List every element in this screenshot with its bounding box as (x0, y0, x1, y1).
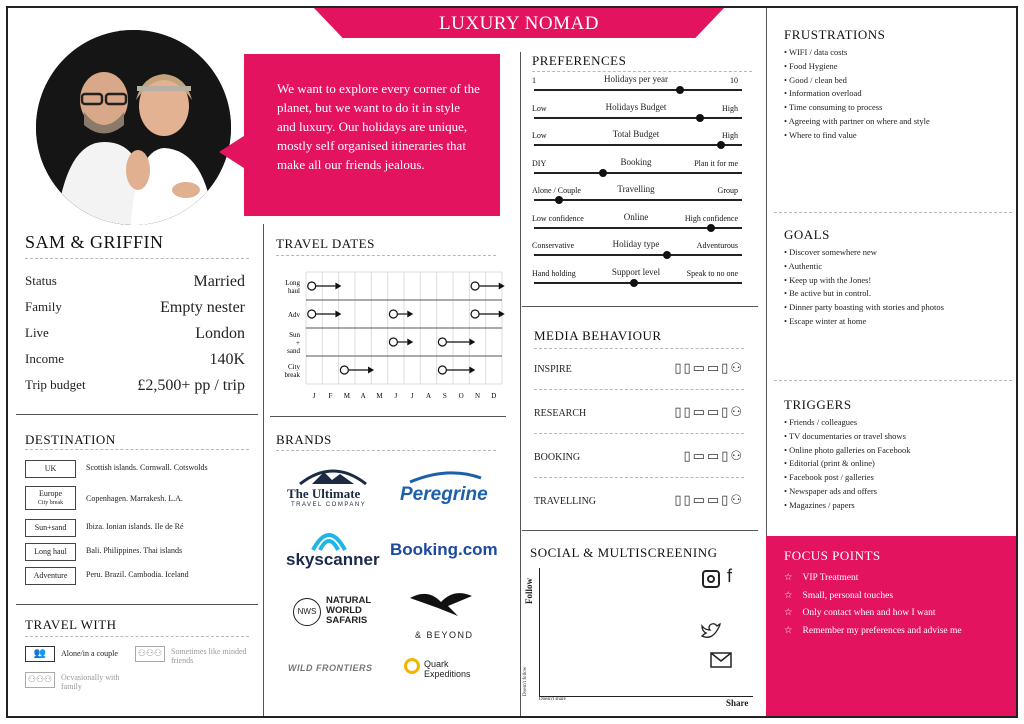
trip-start (438, 338, 446, 346)
pref-slider-track (534, 89, 742, 91)
focus-item (784, 588, 1009, 606)
pref-slider-knob (696, 114, 704, 122)
destination-tag (25, 519, 76, 537)
persona-field (25, 325, 245, 343)
month-label: J (394, 392, 398, 400)
x-axis-low-label: Doesn't share (539, 697, 566, 702)
divider (25, 636, 249, 637)
device-icons: ▯▯▭▭▯⚇ (674, 361, 744, 376)
pref-slider-knob (599, 169, 607, 177)
pref-slider-track (534, 117, 742, 119)
media-title: MEDIA BEHAVIOUR (534, 328, 662, 343)
date-row-label: Sun (289, 331, 300, 339)
family-icon: ⚇⚇⚇ (25, 672, 55, 688)
persona-field-value: 140K (209, 351, 245, 368)
frustrations-item: • Good / clean bed (784, 74, 1009, 88)
pref-high-label: Group (717, 186, 738, 195)
pref-slider-knob (717, 141, 725, 149)
divider (276, 255, 496, 256)
travel-with-family: Ocvasionally with family (61, 673, 120, 691)
pref-title: Total Budget (612, 129, 660, 139)
divider (534, 348, 744, 349)
divider (16, 414, 258, 415)
media-row-label: INSPIRE (534, 364, 572, 375)
goals-title: GOALS (784, 227, 830, 242)
destination-tag-label: Adventure (33, 571, 68, 580)
trip-arrow (469, 339, 475, 346)
column-divider (766, 8, 767, 536)
persona-sheet (6, 6, 1018, 718)
divider (774, 212, 1012, 213)
frustrations-item: • Time consuming to process (784, 101, 1009, 115)
persona-field-value: Married (193, 273, 245, 290)
destination-title: DESTINATION (25, 432, 116, 447)
trip-arrow (407, 339, 413, 346)
column-divider (263, 224, 264, 718)
persona-field (25, 351, 245, 369)
travel-dates-title: TRAVEL DATES (276, 236, 375, 251)
destination-desc: Ibiza. Ionian islands. Ile de Ré (86, 522, 184, 531)
instagram-icon (702, 570, 720, 588)
destination-tag (25, 543, 76, 561)
persona-field (25, 299, 245, 317)
travel-with-alone: Alone/in a couple (61, 649, 118, 658)
destination-tag-label: Sun+sand (34, 523, 67, 532)
frustrations-list (784, 46, 1009, 143)
persona-field-label: Trip budget (25, 377, 86, 392)
destination-tag-label: UK (44, 464, 57, 473)
pref-title: Booking (620, 156, 652, 167)
goals-item: • Discover somewhere new (784, 246, 1009, 260)
persona-field-value: Empty nester (160, 299, 245, 316)
natural-world-logo-mark: NWS (293, 598, 321, 626)
destination-tag (25, 486, 76, 510)
month-label: S (442, 392, 447, 400)
pref-slider-knob (630, 279, 638, 287)
preferences-title: PREFERENCES (532, 53, 627, 68)
triggers-item: • Editorial (print & online) (784, 457, 1009, 471)
skyscanner-logo-mark (311, 528, 347, 552)
pref-high-label: High (722, 131, 738, 140)
triggers-title: TRIGGERS (784, 397, 852, 412)
month-label: A (425, 392, 432, 400)
triggers-item: • Facebook post / galleries (784, 471, 1009, 485)
y-axis-low-label: Doesn't follow (523, 666, 528, 696)
y-axis (539, 568, 540, 696)
trip-start (389, 338, 397, 346)
pref-low-label: Low (532, 103, 547, 113)
triggers-item: • TV documentaries or travel shows (784, 430, 1009, 444)
couple-icon: 👥 (25, 646, 55, 662)
pref-low-label: DIY (532, 158, 547, 168)
pref-low-label: Low (532, 131, 547, 140)
pref-title: Support level (611, 266, 661, 277)
avatar (36, 30, 231, 225)
brand-wild-frontiers: WILD FRONTIERS (288, 663, 373, 673)
trip-arrow (469, 367, 475, 374)
trip-start (471, 310, 479, 318)
pref-low-label: Alone / Couple (532, 186, 581, 195)
star-icon: ☆ (784, 573, 793, 583)
brand-natural-world: NATURAL WORLD SAFARIS (326, 595, 372, 626)
frustrations-item: • Food Hygiene (784, 60, 1009, 74)
divider (774, 380, 1012, 381)
focus-item-text: Small, personal touches (802, 590, 894, 601)
ultimate-travel-logo-mark (298, 464, 368, 486)
goals-item: • Be active but in control. (784, 287, 1009, 301)
frustrations-title: FRUSTRATIONS (784, 27, 886, 42)
destination-tag-label: Europe (38, 489, 63, 498)
pref-title: Travelling (617, 184, 655, 194)
twitter-icon (700, 622, 722, 640)
frustrations-item: • Information overload (784, 87, 1009, 101)
focus-item (784, 623, 1009, 641)
brands-title: BRANDS (276, 432, 332, 447)
focus-item-text: Remember my preferences and advise me (802, 625, 962, 636)
month-label: D (491, 392, 497, 400)
pref-title: Holidays Budget (605, 101, 667, 112)
goals-item: • Escape winter at home (784, 315, 1009, 329)
peregrine-logo-mark (408, 470, 483, 484)
date-row-label: Long (285, 279, 300, 287)
destination-desc: Scottish islands. Cornwall. Cotswolds (86, 463, 208, 472)
destination-tag-label: Long haul (34, 547, 67, 556)
star-icon: ☆ (784, 590, 793, 601)
persona-field-label: Income (25, 351, 64, 366)
brand-booking: Booking.com (390, 540, 498, 559)
couple-photo (36, 30, 231, 225)
divider (534, 389, 744, 390)
y-axis-label: Follow (524, 578, 534, 604)
star-icon: ☆ (784, 608, 793, 618)
pref-low-label: Low confidence (532, 213, 584, 223)
quote-tail (219, 134, 247, 170)
month-label: J (312, 392, 316, 400)
divider (522, 306, 758, 307)
trip-start (308, 310, 316, 318)
goals-item: • Keep up with the Jones! (784, 274, 1009, 288)
date-row-label: + (296, 339, 300, 347)
pref-slider-track (534, 199, 742, 201)
facebook-icon: f (727, 566, 733, 586)
andbeyond-bird-logo (408, 588, 474, 618)
month-label: O (458, 392, 464, 400)
pref-title: Holidays per year (604, 74, 668, 84)
x-axis-label: Share (726, 698, 749, 708)
trip-start (308, 282, 316, 290)
trip-start (340, 366, 348, 374)
frustrations-item: • Where to find value (784, 129, 1009, 143)
focus-title: FOCUS POINTS (784, 548, 881, 563)
brand-ultimate-sub: TRAVEL COMPANY (291, 502, 367, 508)
divider (534, 433, 744, 434)
pref-high-label: Adventurous (696, 241, 738, 250)
goals-item: • Dinner party boasting with stories and photos (784, 301, 1009, 315)
divider (16, 604, 258, 605)
date-row-label: haul (287, 287, 300, 295)
divider (532, 71, 752, 72)
pref-title: Online (623, 211, 649, 222)
divider (522, 530, 758, 531)
frustrations-item: • Agreeing with partner on where and style (784, 115, 1009, 129)
device-icons: ▯▯▭▭▯⚇ (674, 493, 744, 508)
focus-list (784, 570, 1009, 640)
date-row-label: Adv (287, 311, 300, 319)
focus-item (784, 605, 1009, 623)
pref-high-label: High (722, 103, 738, 113)
persona-field (25, 273, 245, 291)
trip-arrow (407, 311, 413, 318)
month-label: M (343, 392, 350, 400)
trip-start (471, 282, 479, 290)
trip-start (438, 366, 446, 374)
email-icon (710, 652, 732, 668)
pref-title: Holiday type (612, 239, 660, 249)
destination-tag (25, 460, 76, 478)
triggers-item: • Online photo galleries on Facebook (784, 444, 1009, 458)
travel-dates-chart (270, 270, 506, 404)
pref-slider-track (534, 282, 742, 284)
star-icon: ☆ (784, 625, 793, 636)
quark-logo-mark (404, 658, 420, 674)
month-label: F (328, 392, 333, 400)
pref-slider-track (534, 172, 742, 174)
page-title: LUXURY NOMAD (439, 13, 599, 34)
pref-slider-knob (555, 196, 563, 204)
pref-low-label: Hand holding (532, 268, 576, 278)
destination-desc: Copenhagen. Marrakesh. L.A. (86, 494, 183, 503)
divider (276, 450, 496, 451)
pref-slider-track (534, 144, 742, 146)
pref-high-label: 10 (730, 76, 738, 85)
trip-start (389, 310, 397, 318)
divider (25, 449, 249, 450)
brand-skyscanner: skyscanner (286, 550, 380, 569)
persona-field-value: London (195, 325, 245, 342)
brand-peregrine: Peregrine (400, 484, 488, 505)
destination-tag-sub: City break (37, 500, 64, 506)
month-label: M (376, 392, 383, 400)
focus-item-text: Only contact when and how I want (802, 608, 936, 618)
media-row-label: RESEARCH (534, 408, 587, 419)
pref-slider-knob (663, 251, 671, 259)
divider (270, 416, 506, 417)
focus-item (784, 570, 1009, 588)
social-title: SOCIAL & MULTISCREENING (530, 545, 718, 560)
destination-desc: Bali. Philippines. Thai islands (86, 546, 183, 555)
pref-low-label: 1 (532, 76, 536, 85)
brand-ultimate: The Ultimate (287, 486, 361, 501)
persona-field-label: Live (25, 325, 49, 340)
month-label: N (474, 392, 481, 400)
persona-field-label: Status (25, 273, 57, 288)
destination-desc: Peru. Brazil. Cambodia. Iceland (86, 570, 189, 579)
destination-tag (25, 567, 76, 585)
pref-slider-knob (676, 86, 684, 94)
persona-field (25, 377, 245, 395)
persona-quote: We want to explore every corner of the planet, but we want to do it in style and luxury. Our holidays are unique, mostly self organised itineraries that make all our friends jealous. (244, 54, 500, 216)
triggers-item: • Magazines / papers (784, 499, 1009, 513)
pref-high-label: High confidence (684, 213, 738, 223)
focus-item-text: VIP Treatment (802, 573, 859, 583)
month-label: A (360, 392, 366, 400)
pref-high-label: Plan it for me (694, 158, 738, 168)
triggers-list (784, 416, 1009, 513)
persona-name: SAM & GRIFFIN (25, 232, 164, 252)
media-row-label: BOOKING (534, 452, 581, 463)
travel-with-title: TRAVEL WITH (25, 617, 117, 632)
group-icon: ⚇⚇⚇ (135, 646, 165, 662)
brand-andbeyond: & BEYOND (415, 630, 474, 640)
persona-field-label: Family (25, 299, 62, 314)
month-label: J (410, 392, 414, 400)
date-row-label: sand (287, 347, 300, 355)
pref-slider-knob (707, 224, 715, 232)
pref-high-label: Speak to no one (686, 268, 738, 278)
brand-quark: Quark Expeditions (424, 659, 471, 679)
triggers-item: • Newspaper ads and offers (784, 485, 1009, 499)
goals-item: • Authentic (784, 260, 1009, 274)
pref-low-label: Conservative (532, 241, 575, 250)
travel-with-friends: Sometimes like minded friends (171, 647, 247, 665)
media-row-label: TRAVELLING (534, 496, 597, 507)
goals-list (784, 246, 1009, 329)
divider (25, 258, 249, 259)
pref-slider-track (534, 254, 742, 256)
x-axis (539, 696, 753, 697)
date-row-label: City (287, 363, 300, 371)
column-divider (520, 52, 521, 718)
device-icons: ▯▭▭▯⚇ (683, 449, 744, 464)
triggers-item: • Friends / colleagues (784, 416, 1009, 430)
device-icons: ▯▯▭▭▯⚇ (674, 405, 744, 420)
frustrations-item: • WIFI / data costs (784, 46, 1009, 60)
date-row-label: break (284, 371, 300, 379)
divider (534, 477, 744, 478)
persona-field-value: £2,500+ pp / trip (137, 377, 245, 394)
